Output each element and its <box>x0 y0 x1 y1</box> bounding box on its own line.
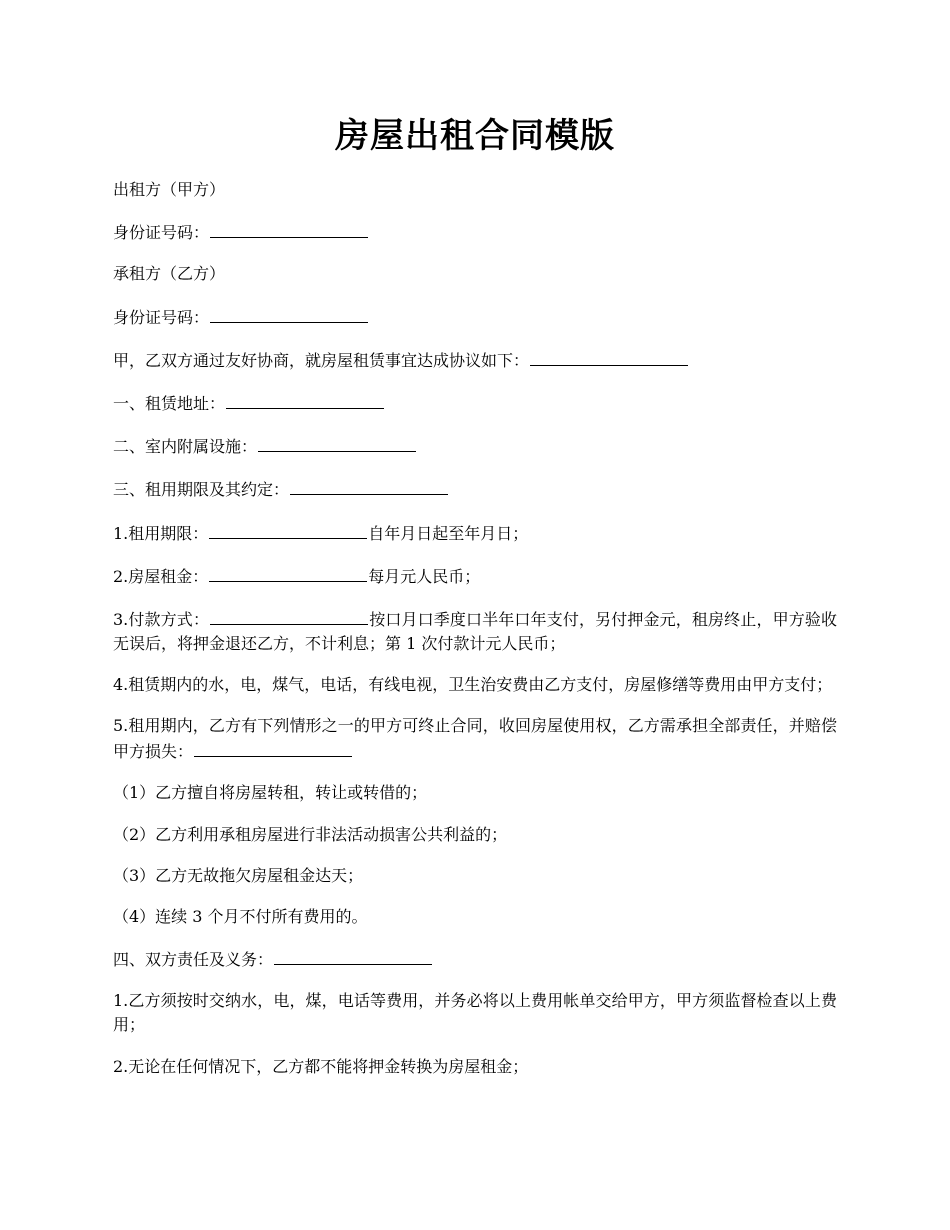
paragraph-lessor-id: 身份证号码： <box>113 219 837 245</box>
clause-term-period: 1.租用期限： 自年月日起至年月日； <box>113 520 837 546</box>
document-body <box>113 178 837 1096</box>
fill-blank <box>210 606 368 625</box>
paragraph-lessee-id: 身份证号码： <box>113 304 837 330</box>
section-term: 三、租用期限及其约定： <box>113 476 837 502</box>
fill-blank <box>209 563 367 582</box>
fill-blank <box>209 520 367 539</box>
fill-blank <box>226 390 384 409</box>
termination-item-3: （3）乙方无故拖欠房屋租金达天； <box>113 865 364 885</box>
responsibility-item-2: 2.无论在任何情况下，乙方都不能将押金转换为房屋租金； <box>113 1056 529 1076</box>
clause-utilities: 4.租赁期内的水，电，煤气，电话，有线电视，卫生治安费由乙方支付，房屋修缮等费用由甲方支付； <box>113 675 833 695</box>
fill-blank <box>258 433 416 452</box>
fill-blank <box>210 219 368 238</box>
responsibility-item-1: 1.乙方须按时交纳水，电，煤，电话等费用，并务必将以上费用帐单交给甲方，甲方须监督检查以上费用； <box>113 991 837 1035</box>
clause-termination: 5.租用期内，乙方有下列情形之一的甲方可终止合同，收回房屋使用权，乙方需承担全部责任，并赔偿甲方损失： <box>113 716 837 762</box>
section-facilities: 二、室内附属设施： <box>113 433 837 459</box>
fill-blank <box>530 347 688 366</box>
fill-blank <box>290 476 448 495</box>
fill-blank <box>274 946 432 965</box>
paragraph-lessee: 承租方（乙方） <box>113 264 226 284</box>
clause-payment-method: 3.付款方式： 按口月口季度口半年口年支付，另付押金元，租房终止，甲方验收无误后，将押金退还乙方，不计利息；第 1 次付款计元人民币； <box>113 606 837 656</box>
clause-rent: 2.房屋租金： 每月元人民币； <box>113 563 837 589</box>
termination-item-1: （1）乙方擅自将房屋转租，转让或转借的； <box>113 783 428 803</box>
termination-item-2: （2）乙方利用承租房屋进行非法活动损害公共利益的； <box>113 824 508 844</box>
paragraph-lessor: 出租方（甲方） <box>113 180 226 199</box>
fill-blank <box>194 738 352 757</box>
section-responsibilities: 四、双方责任及义务： <box>113 946 837 972</box>
paragraph-agreement-intro: 甲，乙双方通过友好协商，就房屋租赁事宜达成协议如下： <box>113 347 837 373</box>
document-title: 房屋出租合同模版 <box>335 116 615 156</box>
termination-item-4: （4）连续 3 个月不付所有费用的。 <box>113 907 368 926</box>
fill-blank <box>210 304 368 323</box>
section-rental-address: 一、租赁地址： <box>113 390 837 416</box>
